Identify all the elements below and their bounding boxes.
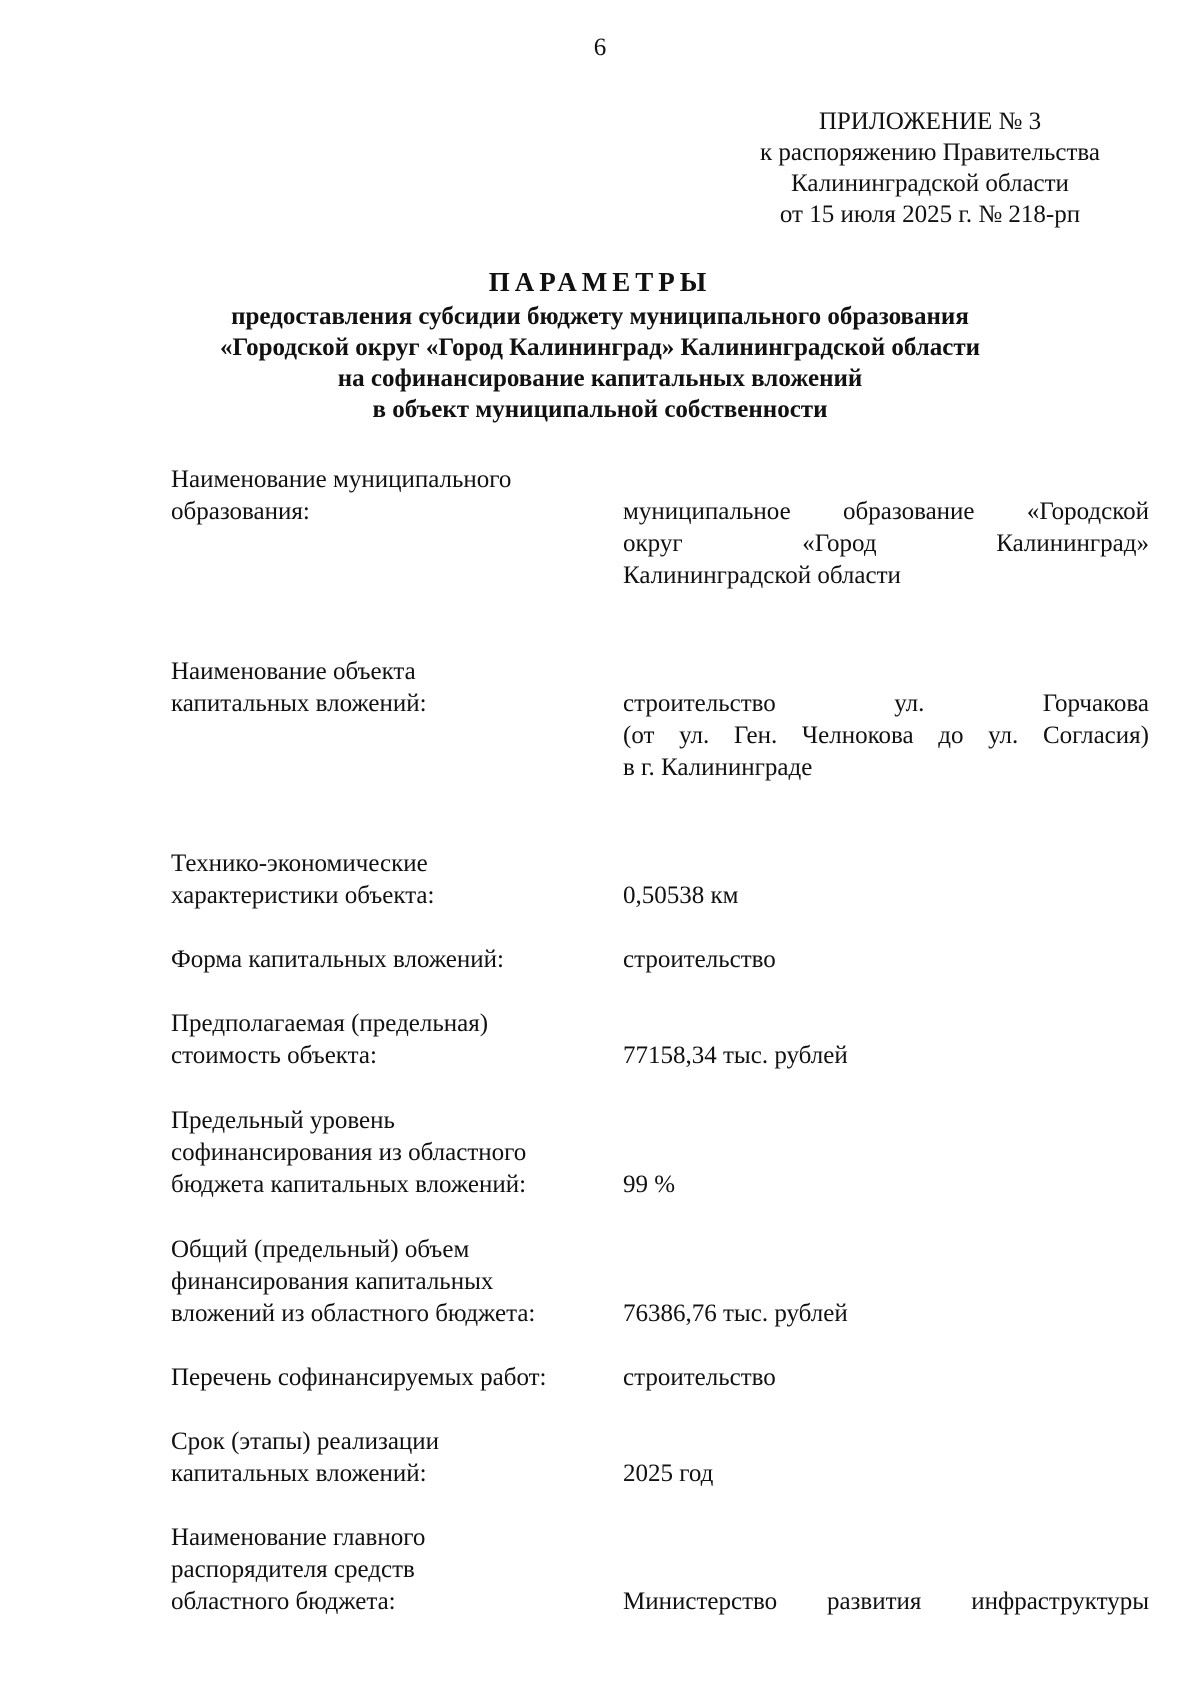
appendix-number: ПРИЛОЖЕНИЕ № 3 [818,108,1042,135]
param-value [623,1586,1149,1618]
appendix-order-ref: к распоряжению Правительства [759,139,1100,166]
param-estimated-cost [171,1008,1149,1072]
document-subtitle-line-1: предоставления субсидии бюджету муниципального образования [231,303,969,330]
param-label-line: Общий (предельный) объем [171,1236,470,1263]
param-label-line: Срок (этапы) реализации [171,1428,440,1455]
document-subtitle-line-4: в объект муниципальной собственности [372,396,828,423]
param-label [171,1426,623,1490]
param-label [171,1234,623,1330]
param-cofinancing-level [171,1105,1149,1201]
param-value: 0,50538 км [623,882,739,909]
param-value [623,496,1149,592]
parameters-list [171,464,1149,1618]
param-value: строительство [623,1364,776,1391]
param-label [171,1105,623,1201]
param-label-line: характеристики объекта: [171,882,435,909]
param-label [171,656,623,720]
param-total-financing [171,1234,1149,1330]
param-label [171,1522,623,1618]
param-value: 99 % [623,1171,676,1198]
document-heading [150,267,1050,425]
param-label-line: распорядителя средств [171,1556,415,1583]
param-label-line: Технико-экономические [171,850,428,877]
appendix-block [700,106,1160,230]
param-value-line: в г. Калининграде [623,754,813,781]
page-number: 6 [593,34,607,61]
param-label [171,1008,623,1072]
param-value-line: строительство ул. Горчакова [623,690,1149,717]
param-label-line: Перечень софинансируемых работ: [171,1364,547,1391]
param-term [171,1426,1149,1490]
param-value: 76386,76 тыс. рублей [623,1300,848,1327]
param-label [171,1362,623,1394]
param-investment-form [171,944,1149,976]
param-label-line: образования: [171,498,310,525]
param-value-line: (от ул. Ген. Челнокова до ул. Согласия) [623,722,1149,749]
param-value [623,688,1149,784]
param-label-line: Предполагаемая (предельная) [171,1010,489,1037]
param-value: 77158,34 тыс. рублей [623,1042,848,1069]
param-label-line: капитальных вложений: [171,1460,427,1487]
param-label-line: софинансирования из областного [171,1139,527,1166]
param-works-list [171,1362,1149,1394]
param-municipality [171,464,1149,592]
param-label-line: Предельный уровень [171,1107,395,1134]
param-value: строительство [623,946,776,973]
param-value-line: Калининградской области [623,562,901,589]
param-label [171,944,623,976]
param-value-line: округ «Город Калининград» [623,530,1149,557]
param-value-line: Министерство развития инфраструктуры [623,1588,1149,1615]
document-subtitle-line-2: «Городской округ «Город Калининград» Калининградской области [219,334,981,361]
param-label-line: капитальных вложений: [171,690,427,717]
document-title: ПАРАМЕТРЫ [488,267,712,297]
param-value-line: муниципальное образование «Городской [623,498,1149,525]
param-characteristics [171,848,1149,912]
param-chief-administrator [171,1522,1149,1618]
param-label-line: областного бюджета: [171,1588,396,1615]
param-label [171,848,623,912]
param-label-line: стоимость объекта: [171,1042,377,1069]
param-label [171,464,623,528]
param-label-line: Наименование муниципального [171,466,512,493]
param-label-line: вложений из областного бюджета: [171,1300,536,1327]
appendix-date: от 15 июля 2025 г. № 218-рп [779,201,1081,228]
param-value: 2025 год [623,1460,714,1487]
appendix-region: Калининградской области [791,170,1069,197]
param-label-line: Форма капитальных вложений: [171,946,504,973]
param-label-line: бюджета капитальных вложений: [171,1171,527,1198]
param-object-name [171,656,1149,784]
param-label-line: Наименование главного [171,1524,426,1551]
param-label-line: Наименование объекта [171,658,416,685]
document-subtitle-line-3: на софинансирование капитальных вложений [337,365,863,392]
param-label-line: финансирования капитальных [171,1268,494,1295]
